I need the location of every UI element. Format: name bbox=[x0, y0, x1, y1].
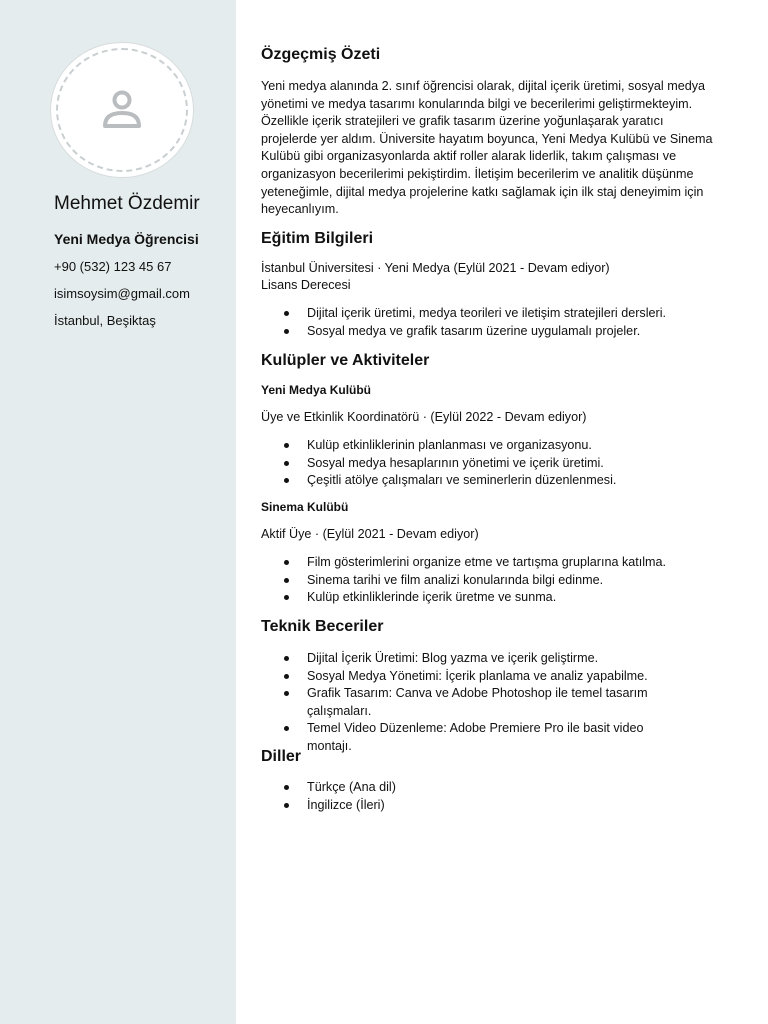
list-item: İngilizce (İleri) bbox=[261, 797, 716, 815]
list-item: Temel Video Düzenleme: Adobe Premiere Pro ile basit video montajı. bbox=[261, 720, 681, 755]
club-role: Üye ve Etkinlik Koordinatörü · (Eylül 2022 - Devam ediyor) bbox=[261, 410, 587, 424]
list-item: Grafik Tasarım: Canva ve Adobe Photoshop ile temel tasarım çalışmaları. bbox=[261, 685, 681, 720]
person-placeholder-icon bbox=[100, 88, 144, 132]
club-role: Aktif Üye · (Eylül 2021 - Devam ediyor) bbox=[261, 527, 479, 541]
languages-list bbox=[261, 779, 716, 814]
education-heading: Eğitim Bilgileri bbox=[261, 230, 374, 247]
list-item: Dijital içerik üretimi, medya teorileri ve iletişim stratejileri dersleri. bbox=[261, 305, 716, 323]
profile-role: Yeni Medya Öğrencisi bbox=[54, 231, 199, 247]
languages-heading: Diller bbox=[261, 748, 302, 765]
list-item: Film gösterimlerini organize etme ve tartışma gruplarına katılma. bbox=[261, 554, 716, 572]
list-item: Sinema tarihi ve film analizi konularında bilgi edinme. bbox=[261, 572, 716, 590]
club-activities-list bbox=[261, 437, 716, 490]
list-item: Kulüp etkinliklerinde içerik üretme ve sunma. bbox=[261, 589, 716, 607]
list-item: Sosyal medya ve grafik tasarım üzerine uygulamalı projeler. bbox=[261, 323, 716, 341]
education-school: İstanbul Üniversitesi · Yeni Medya (Eylül 2021 - Devam ediyor) bbox=[261, 261, 610, 275]
clubs-heading: Kulüpler ve Aktiviteler bbox=[261, 352, 430, 369]
summary-text: Yeni medya alanında 2. sınıf öğrencisi olarak, dijital içerik üretimi, sosyal medya yönetimi ve medya tasarımı konularında bilgi ve becerilerimi geliştirmekteyim. Özellikle içerik stratejileri ve grafik tasarım üzerine yoğunlaşarak yaratıcı projelerde yer aldım. Üniversite hayatım boyunca, Yeni Medya Kulübü ve Sinema Kulübü gibi organizasyonlarda aktif roller alarak liderlik, takım çalışması ve organizasyon becerilerimi pekiştirdim. İletişim becerilerim ve analitik düşünme yeteneğimle, dijital medya projelerine katkı sağlamak için ilk staj deneyimim için heyecanlıyım. bbox=[261, 79, 713, 217]
list-item: Türkçe (Ana dil) bbox=[261, 779, 716, 797]
profile-phone: +90 (532) 123 45 67 bbox=[54, 259, 172, 274]
list-item: Kulüp etkinliklerinin planlanması ve organizasyonu. bbox=[261, 437, 716, 455]
skills-list bbox=[261, 650, 681, 756]
club-activities-list bbox=[261, 554, 716, 607]
avatar bbox=[50, 42, 194, 178]
list-item: Çeşitli atölye çalışmaları ve seminerlerin düzenlenmesi. bbox=[261, 472, 716, 490]
profile-email: isimsoysim@gmail.com bbox=[54, 286, 190, 301]
skills-heading: Teknik Beceriler bbox=[261, 618, 384, 635]
education-degree: Lisans Derecesi bbox=[261, 278, 351, 292]
summary-heading: Özgeçmiş Özeti bbox=[261, 46, 381, 63]
list-item: Sosyal medya hesaplarının yönetimi ve içerik üretimi. bbox=[261, 455, 716, 473]
list-item: Sosyal Medya Yönetimi: İçerik planlama ve analiz yapabilme. bbox=[261, 668, 681, 686]
avatar-frame bbox=[56, 48, 188, 172]
profile-name: Mehmet Özdemir bbox=[54, 193, 200, 214]
profile-location: İstanbul, Beşiktaş bbox=[54, 313, 156, 328]
list-item: Dijital İçerik Üretimi: Blog yazma ve içerik geliştirme. bbox=[261, 650, 681, 668]
club-name: Sinema Kulübü bbox=[261, 500, 349, 514]
education-list bbox=[261, 305, 716, 340]
club-name: Yeni Medya Kulübü bbox=[261, 383, 372, 397]
